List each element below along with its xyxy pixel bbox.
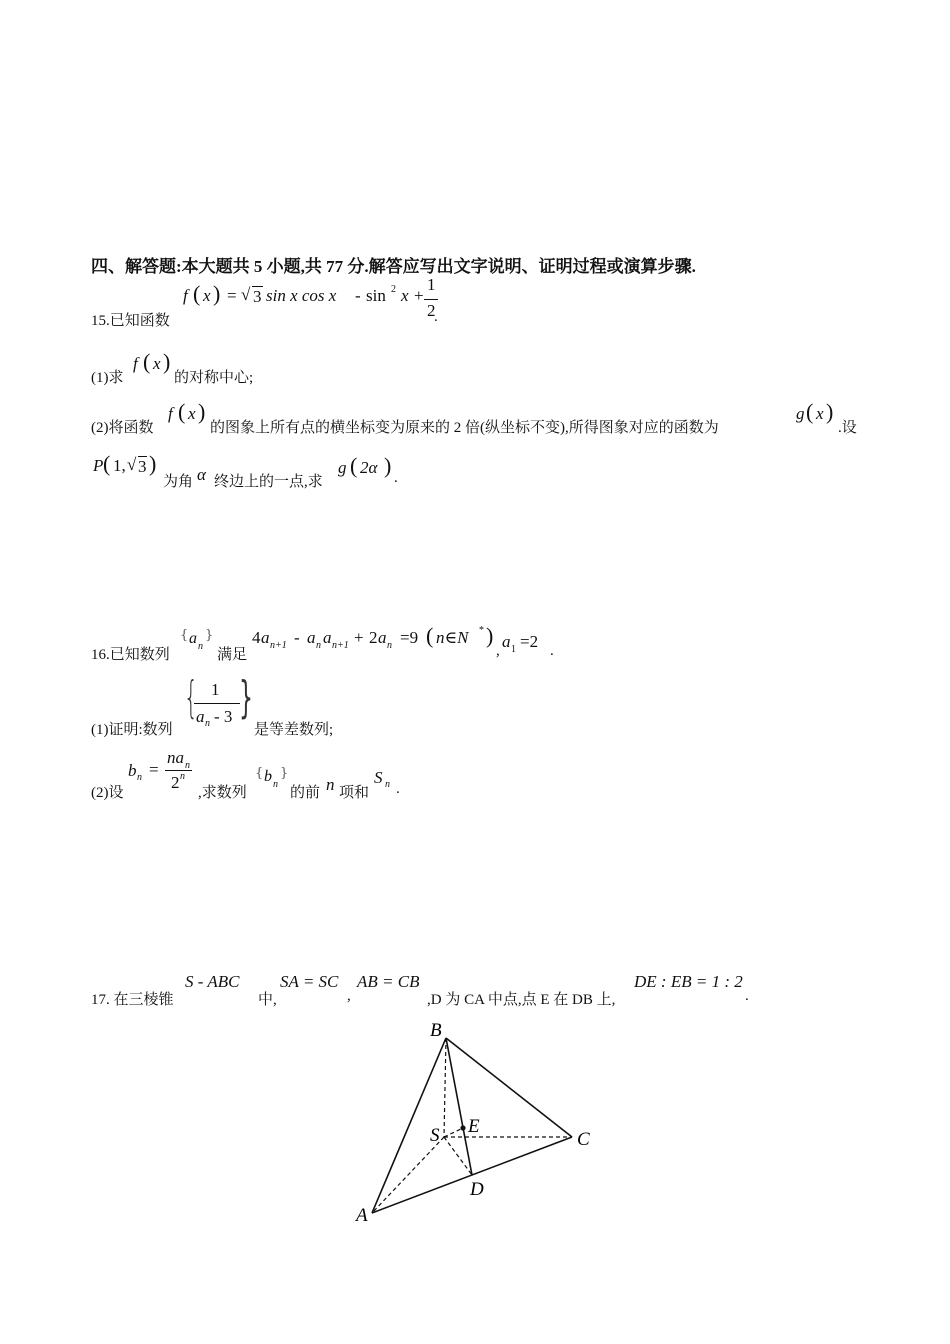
- edge-BC: [446, 1038, 572, 1137]
- q17-ab-cb: AB = CB: [357, 972, 420, 991]
- q17-pyramid: S - ABC: [185, 972, 240, 991]
- q15-part2-mid2: 为角: [163, 474, 194, 490]
- label-B: B: [430, 1020, 442, 1041]
- q15-point-P: P ( 1, √ 3 ): [93, 451, 157, 476]
- edge-SE: [444, 1128, 463, 1137]
- q15-alpha: α: [197, 465, 206, 484]
- q17-sa-sc: SA = SC: [280, 972, 339, 991]
- q16-part2-label: (2)设: [91, 785, 124, 801]
- q15-part1-fx: f ( x ): [133, 349, 171, 374]
- q16-Sn: S n: [374, 768, 390, 790]
- q15-part2-mid3: 终边上的一点,求: [214, 474, 323, 490]
- q16-seq-an: { a n }: [180, 628, 214, 652]
- label-A: A: [356, 1205, 368, 1226]
- q16-part2-mid3: 项和: [339, 785, 370, 801]
- section-header: 四、解答题:本大题共 5 小题,共 77 分.解答应写出文字说明、证明过程或演算步骤.: [91, 257, 696, 276]
- label-S: S: [430, 1125, 440, 1146]
- label-E: E: [468, 1116, 480, 1137]
- q16-part2-mid: ,求数列: [198, 785, 247, 801]
- q16-prefix: 16.已知数列: [91, 647, 170, 663]
- edge-SA: [372, 1137, 444, 1213]
- q17-ratio: DE : EB = 1 : 2: [634, 972, 743, 991]
- q16-n-var: n: [326, 775, 335, 794]
- pyramid-figure: [350, 1015, 620, 1235]
- q16-satisfy: 满足: [217, 647, 248, 663]
- q16-part1-label: (1)证明:数列: [91, 722, 173, 738]
- q15-part1-label: (1)求: [91, 370, 124, 386]
- q17-prefix: 17. 在三棱锥: [91, 992, 174, 1008]
- q16-recurrence: 4 a n+1 - a n a n+1 + 2 a n =9 ( n∈N * ): [252, 623, 494, 651]
- q16-comma: ,: [496, 643, 500, 659]
- q17-mid: 中,: [258, 992, 277, 1008]
- q17-d-text: ,D 为 CA 中点,点 E 在 DB 上,: [427, 992, 616, 1008]
- q15-prefix: 15.已知函数: [91, 313, 170, 329]
- q15-part2-end: .设: [838, 420, 857, 436]
- q15-g2alpha: g ( 2α ): [338, 453, 392, 478]
- q17-end: .: [745, 988, 749, 1004]
- q15-part2-label: (2)将函数: [91, 420, 154, 436]
- q16-part1-tail: 是等差数列;: [254, 722, 334, 738]
- point-E: [460, 1125, 465, 1130]
- q16-part2-end: .: [396, 781, 400, 797]
- q16-end: .: [550, 643, 554, 659]
- label-C: C: [577, 1129, 590, 1150]
- label-D: D: [470, 1179, 484, 1200]
- edge-BD: [446, 1038, 472, 1175]
- edge-BS: [444, 1038, 446, 1137]
- q15-part2-mid: 的图象上所有点的横坐标变为原来的 2 倍(纵坐标不变),所得图象对应的函数为: [210, 420, 719, 436]
- q15-part2-final: .: [394, 470, 398, 486]
- q16-a1: a 1 =2: [502, 632, 539, 655]
- q17-comma: ,: [347, 988, 351, 1004]
- q16-seq-bn: { b n }: [255, 766, 289, 790]
- q16-part1-seq: { 1 a n - 3 }: [184, 672, 253, 729]
- q15-part2-fx: f ( x ): [168, 399, 206, 424]
- q16-bn-def: b n = na n 2 n: [128, 748, 190, 792]
- q15-end: .: [434, 309, 438, 325]
- q15-function-formula: f ( x ) = √ 3 sin x cos x - sin 2 x + 1 2: [183, 280, 443, 326]
- q15-part1-tail: 的对称中心;: [174, 370, 254, 386]
- q15-part2-gx: g ( x ): [796, 399, 834, 424]
- q16-part2-mid2: 的前: [290, 785, 321, 801]
